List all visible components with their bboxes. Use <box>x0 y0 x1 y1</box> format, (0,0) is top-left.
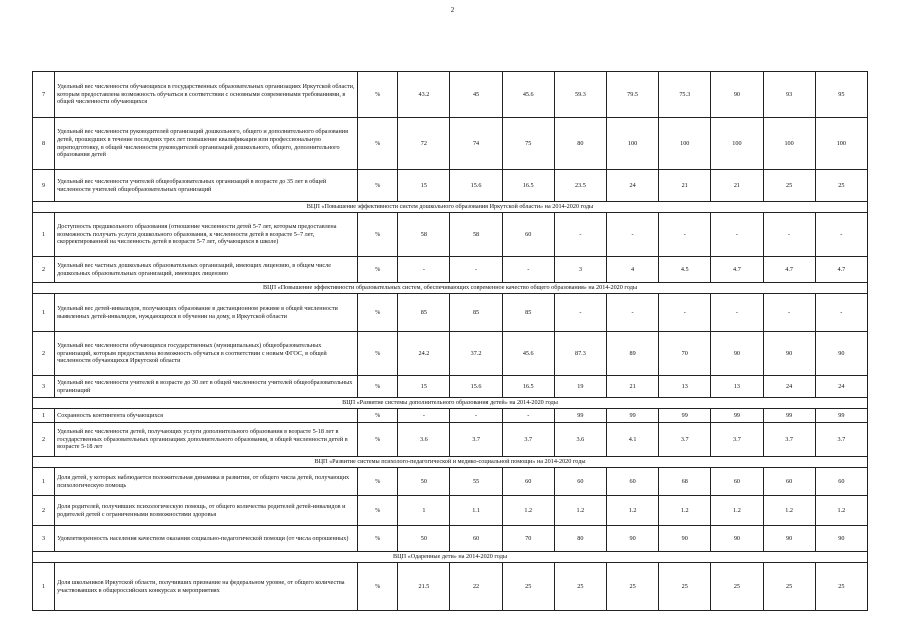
value-cell: 74 <box>450 118 502 170</box>
value-cell: - <box>659 213 711 257</box>
value-cell: 19 <box>554 376 606 398</box>
section-title: ВЦП «Развитие системы психолого-педагогической и медико-социальной помощи» на 2014-2020 годы <box>33 457 868 468</box>
value-cell: - <box>763 294 815 332</box>
page-number: 2 <box>450 6 455 14</box>
indicator-name-cell: Доступность предшкольного образования (отношение численности детей 5-7 лет, которым предоставлена возможность получать услуги дошкольного образования, к численности детей в возрасте 5–7 лет, скорректированной на численность детей в возрасте 5-7 лет, обучающихся в школе) <box>55 213 358 257</box>
indicators-table <box>32 71 868 611</box>
value-cell: - <box>502 257 554 283</box>
value-cell: 4.5 <box>659 257 711 283</box>
value-cell: 85 <box>450 294 502 332</box>
value-cell: 16.5 <box>502 376 554 398</box>
value-cell: 60 <box>711 468 763 496</box>
unit-cell: % <box>358 376 398 398</box>
value-cell: 90 <box>763 526 815 552</box>
value-cell: 1.2 <box>815 496 867 526</box>
value-cell: 3.6 <box>554 423 606 457</box>
unit-cell: % <box>358 294 398 332</box>
value-cell: 99 <box>554 409 606 423</box>
value-cell: 23.5 <box>554 170 606 202</box>
row-number-cell: 1 <box>33 563 55 611</box>
section-title: ВЦП «Повышение эффективности образовательных систем, обеспечивающих современное качество общего образования» на 2014-2020 годы <box>33 283 868 294</box>
value-cell: 90 <box>711 332 763 376</box>
value-cell: 3.6 <box>398 423 450 457</box>
value-cell: 4 <box>606 257 658 283</box>
unit-cell: % <box>358 468 398 496</box>
value-cell: 3.7 <box>450 423 502 457</box>
unit-cell: % <box>358 423 398 457</box>
value-cell: 24.2 <box>398 332 450 376</box>
table-row <box>33 468 868 496</box>
indicator-name-cell: Удельный вес детей-инвалидов, получающих образование в дистанционном режиме в общей численности выявленных детей-инвалидов, нуждающихся в обучении на дому, в Иркутской области <box>55 294 358 332</box>
value-cell: 13 <box>659 376 711 398</box>
row-number-cell: 1 <box>33 468 55 496</box>
indicator-name-cell: Удельный вес численности руководителей организаций дошкольного, общего и дополнительного образования детей, прошедших в течение последних трех лет повышение квалификации или профессиональную переподготовку, в общей численности руководителей организаций дошкольного, общего, дополнительного образования детей <box>55 118 358 170</box>
value-cell: 90 <box>763 332 815 376</box>
value-cell: 45 <box>450 72 502 118</box>
value-cell: 55 <box>450 468 502 496</box>
value-cell: 95 <box>815 72 867 118</box>
value-cell: 45.6 <box>502 332 554 376</box>
value-cell: 75.3 <box>659 72 711 118</box>
value-cell: 50 <box>398 468 450 496</box>
value-cell: 15 <box>398 170 450 202</box>
row-number-cell: 1 <box>33 294 55 332</box>
value-cell: 15 <box>398 376 450 398</box>
unit-cell: % <box>358 526 398 552</box>
value-cell: - <box>606 294 658 332</box>
value-cell: - <box>398 257 450 283</box>
value-cell: 85 <box>398 294 450 332</box>
section-header-row <box>33 457 868 468</box>
value-cell: 60 <box>554 468 606 496</box>
value-cell: 13 <box>711 376 763 398</box>
unit-cell: % <box>358 213 398 257</box>
value-cell: 21 <box>606 376 658 398</box>
value-cell: 25 <box>763 563 815 611</box>
value-cell: 4.1 <box>606 423 658 457</box>
value-cell: 100 <box>606 118 658 170</box>
value-cell: 15.6 <box>450 170 502 202</box>
row-number-cell: 3 <box>33 526 55 552</box>
value-cell: 70 <box>502 526 554 552</box>
value-cell: 1.1 <box>450 496 502 526</box>
value-cell: 99 <box>606 409 658 423</box>
value-cell: - <box>815 213 867 257</box>
value-cell: 50 <box>398 526 450 552</box>
unit-cell: % <box>358 409 398 423</box>
value-cell: 68 <box>659 468 711 496</box>
value-cell: - <box>815 294 867 332</box>
row-number-cell: 1 <box>33 409 55 423</box>
indicator-name-cell: Сохранность контингента обучающихся <box>55 409 358 423</box>
value-cell: 16.5 <box>502 170 554 202</box>
table-row <box>33 423 868 457</box>
value-cell: 25 <box>763 170 815 202</box>
value-cell: 90 <box>711 526 763 552</box>
value-cell: 60 <box>763 468 815 496</box>
value-cell: 25 <box>502 563 554 611</box>
value-cell: 80 <box>554 526 606 552</box>
value-cell: 85 <box>502 294 554 332</box>
unit-cell: % <box>358 563 398 611</box>
value-cell: 1.2 <box>554 496 606 526</box>
table-row <box>33 563 868 611</box>
value-cell: 3.7 <box>502 423 554 457</box>
value-cell: 3.7 <box>815 423 867 457</box>
indicator-name-cell: Удельный вес численности обучающихся государственных (муниципальных) общеобразовательных организаций, которым предоставлена возможность обучаться в соответствии с новым ФГОС, в общей численности обучающихся Иркутской области <box>55 332 358 376</box>
value-cell: - <box>554 213 606 257</box>
value-cell: 21.5 <box>398 563 450 611</box>
value-cell: 58 <box>450 213 502 257</box>
row-number-cell: 3 <box>33 376 55 398</box>
value-cell: 25 <box>554 563 606 611</box>
row-number-cell: 8 <box>33 118 55 170</box>
table-row <box>33 213 868 257</box>
value-cell: 25 <box>711 563 763 611</box>
indicator-name-cell: Доля родителей, получивших психологическую помощь, от общего количества родителей детей-инвалидов и родителей детей с ограниченными возможностями здоровья <box>55 496 358 526</box>
value-cell: 1 <box>398 496 450 526</box>
table-row <box>33 294 868 332</box>
value-cell: 100 <box>763 118 815 170</box>
value-cell: 72 <box>398 118 450 170</box>
unit-cell: % <box>358 170 398 202</box>
unit-cell: % <box>358 257 398 283</box>
unit-cell: % <box>358 332 398 376</box>
row-number-cell: 2 <box>33 257 55 283</box>
value-cell: 24 <box>763 376 815 398</box>
value-cell: 60 <box>502 213 554 257</box>
value-cell: - <box>398 409 450 423</box>
indicator-name-cell: Доля детей, у которых наблюдается положительная динамика в развитии, от общего числа детей, получающих психологическую помощь <box>55 468 358 496</box>
indicator-name-cell: Удельный вес численности учителей общеобразовательных организаций в возрасте до 35 лет в общей численности учителей общеобразовательных организаций <box>55 170 358 202</box>
unit-cell: % <box>358 496 398 526</box>
value-cell: 25 <box>606 563 658 611</box>
value-cell: - <box>659 294 711 332</box>
value-cell: - <box>450 409 502 423</box>
value-cell: 90 <box>659 526 711 552</box>
value-cell: 99 <box>763 409 815 423</box>
value-cell: - <box>606 213 658 257</box>
value-cell: 100 <box>711 118 763 170</box>
table-row <box>33 409 868 423</box>
table-row <box>33 118 868 170</box>
table-row <box>33 526 868 552</box>
value-cell: 25 <box>659 563 711 611</box>
value-cell: 99 <box>711 409 763 423</box>
value-cell: 99 <box>659 409 711 423</box>
table-row <box>33 72 868 118</box>
value-cell: 70 <box>659 332 711 376</box>
section-header-row <box>33 552 868 563</box>
value-cell: 90 <box>711 72 763 118</box>
value-cell: 1.2 <box>763 496 815 526</box>
value-cell: - <box>450 257 502 283</box>
indicator-name-cell: Удельный вес частных дошкольных образовательных организаций, имеющих лицензию, в общем числе дошкольных образовательных организаций, имеющих лицензию <box>55 257 358 283</box>
indicator-name-cell: Удовлетворенность населения качеством оказания социально-педагогической помощи (от числа опрошенных) <box>55 526 358 552</box>
value-cell: 4.7 <box>763 257 815 283</box>
value-cell: 99 <box>815 409 867 423</box>
value-cell: 59.3 <box>554 72 606 118</box>
table-row <box>33 332 868 376</box>
value-cell: - <box>554 294 606 332</box>
value-cell: 89 <box>606 332 658 376</box>
value-cell: - <box>763 213 815 257</box>
value-cell: 90 <box>815 526 867 552</box>
value-cell: 79.5 <box>606 72 658 118</box>
value-cell: - <box>502 409 554 423</box>
value-cell: - <box>711 213 763 257</box>
value-cell: 3.7 <box>659 423 711 457</box>
unit-cell: % <box>358 72 398 118</box>
row-number-cell: 1 <box>33 213 55 257</box>
table-row <box>33 257 868 283</box>
value-cell: 75 <box>502 118 554 170</box>
value-cell: 1.2 <box>606 496 658 526</box>
value-cell: 93 <box>763 72 815 118</box>
value-cell: 43.2 <box>398 72 450 118</box>
value-cell: 24 <box>815 376 867 398</box>
value-cell: 60 <box>606 468 658 496</box>
value-cell: 1.2 <box>659 496 711 526</box>
value-cell: 3 <box>554 257 606 283</box>
section-title: ВЦП «Одаренные дети» на 2014-2020 годы <box>33 552 868 563</box>
row-number-cell: 7 <box>33 72 55 118</box>
row-number-cell: 2 <box>33 496 55 526</box>
table-row <box>33 496 868 526</box>
section-header-row <box>33 283 868 294</box>
value-cell: 37.2 <box>450 332 502 376</box>
value-cell: 21 <box>711 170 763 202</box>
value-cell: 3.7 <box>711 423 763 457</box>
value-cell: 21 <box>659 170 711 202</box>
value-cell: 25 <box>815 170 867 202</box>
value-cell: 25 <box>815 563 867 611</box>
value-cell: 60 <box>815 468 867 496</box>
section-header-row <box>33 398 868 409</box>
value-cell: 24 <box>606 170 658 202</box>
value-cell: 1.2 <box>711 496 763 526</box>
value-cell: 4.7 <box>711 257 763 283</box>
value-cell: - <box>711 294 763 332</box>
table-row <box>33 376 868 398</box>
value-cell: 90 <box>815 332 867 376</box>
value-cell: 4.7 <box>815 257 867 283</box>
value-cell: 60 <box>450 526 502 552</box>
value-cell: 58 <box>398 213 450 257</box>
section-title: ВЦП «Развитие системы дополнительного образования детей» на 2014-2020 годы <box>33 398 868 409</box>
row-number-cell: 9 <box>33 170 55 202</box>
value-cell: 80 <box>554 118 606 170</box>
indicator-name-cell: Доля школьников Иркутской области, получивших признание на федеральном уровне, от общего количества участвовавших в общероссийских конкурсах и мероприятиях <box>55 563 358 611</box>
value-cell: 45.6 <box>502 72 554 118</box>
row-number-cell: 2 <box>33 332 55 376</box>
value-cell: 60 <box>502 468 554 496</box>
value-cell: 87.3 <box>554 332 606 376</box>
section-title: ВЦП «Повышение эффективности систем дошкольного образования Иркутской области» на 2014-2020 годы <box>33 202 868 213</box>
indicator-name-cell: Удельный вес численности обучающихся в государственных образовательных организациях Иркутской области, которым предоставлена возможность обучаться в соответствии с основными современными требованиями, в общей численности обучающихся <box>55 72 358 118</box>
value-cell: 22 <box>450 563 502 611</box>
value-cell: 100 <box>659 118 711 170</box>
value-cell: 1.2 <box>502 496 554 526</box>
section-header-row <box>33 202 868 213</box>
unit-cell: % <box>358 118 398 170</box>
value-cell: 100 <box>815 118 867 170</box>
indicator-name-cell: Удельный вес численности учителей в возрасте до 30 лет в общей численности учителей общеобразовательных организаций <box>55 376 358 398</box>
row-number-cell: 2 <box>33 423 55 457</box>
table-row <box>33 170 868 202</box>
value-cell: 3.7 <box>763 423 815 457</box>
value-cell: 15.6 <box>450 376 502 398</box>
indicator-name-cell: Удельный вес численности детей, получающих услуги дополнительного образования в возрасте 5-18 лет в государственных образовательных организациях дополнительного образования, в общей численности детей в возрасте 5-18 лет <box>55 423 358 457</box>
value-cell: 90 <box>606 526 658 552</box>
